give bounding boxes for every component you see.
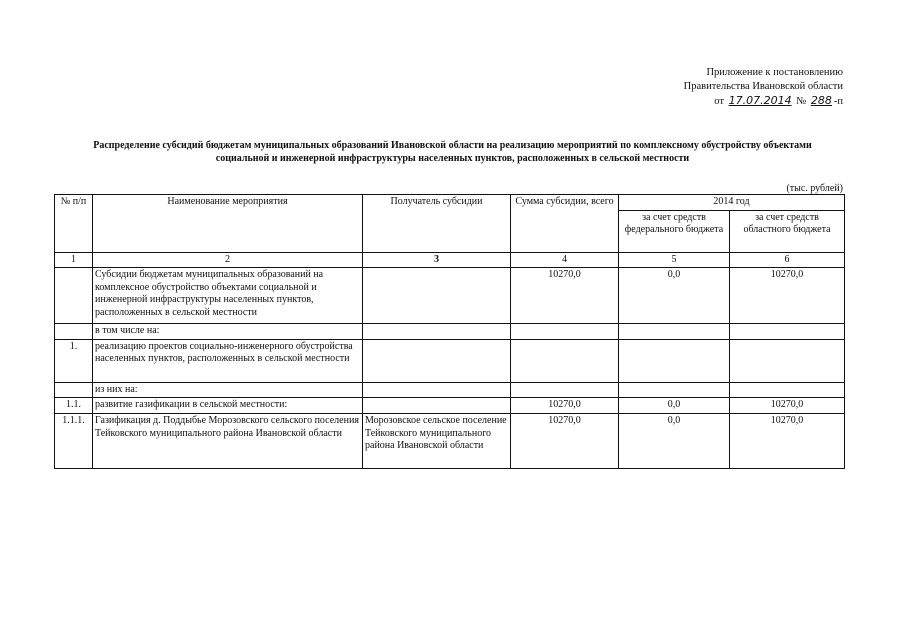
number-prefix: № <box>796 96 807 107</box>
row-federal <box>619 382 730 398</box>
row-sum <box>511 382 619 398</box>
table-row <box>55 324 845 340</box>
row-name: реализацию проектов социально-инженерного обустройства населенных пунктов, расположенных в сельской местности <box>93 339 363 382</box>
row-regional <box>730 339 845 382</box>
header-row <box>55 195 845 211</box>
appendix-line-3 <box>684 94 843 109</box>
col-number: 4 <box>511 252 619 268</box>
header-name: Наименование мероприятия <box>93 195 363 253</box>
row-recipient <box>363 382 511 398</box>
table-row <box>55 339 845 382</box>
row-name: Газификация д. Поддыбье Морозовского сельского поселения Тейковского муниципального района Ивановской области <box>93 413 363 468</box>
row-regional <box>730 382 845 398</box>
col-number: 3 <box>363 252 511 268</box>
row-sum: 10270,0 <box>511 398 619 414</box>
row-recipient <box>363 268 511 324</box>
row-federal: 0,0 <box>619 398 730 414</box>
header-federal: за счет средств федерального бюджета <box>619 210 730 252</box>
header-num: № п/п <box>55 195 93 253</box>
row-name: из них на: <box>93 382 363 398</box>
row-sum: 10270,0 <box>511 413 619 468</box>
row-recipient <box>363 324 511 340</box>
row-regional: 10270,0 <box>730 398 845 414</box>
row-num: 1. <box>55 339 93 382</box>
decree-date: 17.07.2014 <box>728 94 792 107</box>
row-name: Субсидии бюджетам муниципальных образований на комплексное обустройство объектами социальной и инженерной инфраструктуры населенных пунктов, расположенных в сельской местности <box>93 268 363 324</box>
row-num: 1.1. <box>55 398 93 414</box>
decree-number: 288 <box>810 94 832 107</box>
row-sum: 10270,0 <box>511 268 619 324</box>
header-year: 2014 год <box>619 195 845 211</box>
row-num <box>55 382 93 398</box>
col-number: 5 <box>619 252 730 268</box>
subsidy-table <box>54 194 845 469</box>
row-recipient <box>363 339 511 382</box>
row-federal: 0,0 <box>619 413 730 468</box>
row-name: развитие газификации в сельской местности: <box>93 398 363 414</box>
number-suffix: -п <box>833 96 843 107</box>
row-num <box>55 324 93 340</box>
row-federal <box>619 339 730 382</box>
table-row <box>55 413 845 468</box>
row-regional <box>730 324 845 340</box>
title-line-1: Распределение субсидий бюджетам муниципальных образований Ивановской области на реализацию мероприятий по комплексному обустройству объектами <box>93 140 812 151</box>
document-title <box>50 139 855 165</box>
row-num <box>55 268 93 324</box>
table-row <box>55 382 845 398</box>
from-prefix: от <box>714 96 724 107</box>
row-num: 1.1.1. <box>55 413 93 468</box>
units-label: (тыс. рублей) <box>786 183 843 194</box>
col-number: 1 <box>55 252 93 268</box>
header-regional: за счет средств областного бюджета <box>730 210 845 252</box>
row-sum <box>511 339 619 382</box>
header-recipient: Получатель субсидии <box>363 195 511 253</box>
row-recipient: Морозовское сельское поселение Тейковского муниципального района Ивановской области <box>363 413 511 468</box>
row-recipient <box>363 398 511 414</box>
row-federal <box>619 324 730 340</box>
appendix-header <box>684 66 843 109</box>
row-regional: 10270,0 <box>730 413 845 468</box>
header-sum: Сумма субсидии, всего <box>511 195 619 253</box>
appendix-line-1: Приложение к постановлению <box>706 67 843 78</box>
row-regional: 10270,0 <box>730 268 845 324</box>
table-row <box>55 398 845 414</box>
row-name: в том числе на: <box>93 324 363 340</box>
row-sum <box>511 324 619 340</box>
title-line-2: социальной и инженерной инфраструктуры населенных пунктов, расположенных в сельской местности <box>215 153 690 164</box>
table-row <box>55 268 845 324</box>
col-number: 2 <box>93 252 363 268</box>
column-number-row <box>55 252 845 268</box>
appendix-line-2: Правительства Ивановской области <box>683 81 843 92</box>
row-federal: 0,0 <box>619 268 730 324</box>
col-number: 6 <box>730 252 845 268</box>
